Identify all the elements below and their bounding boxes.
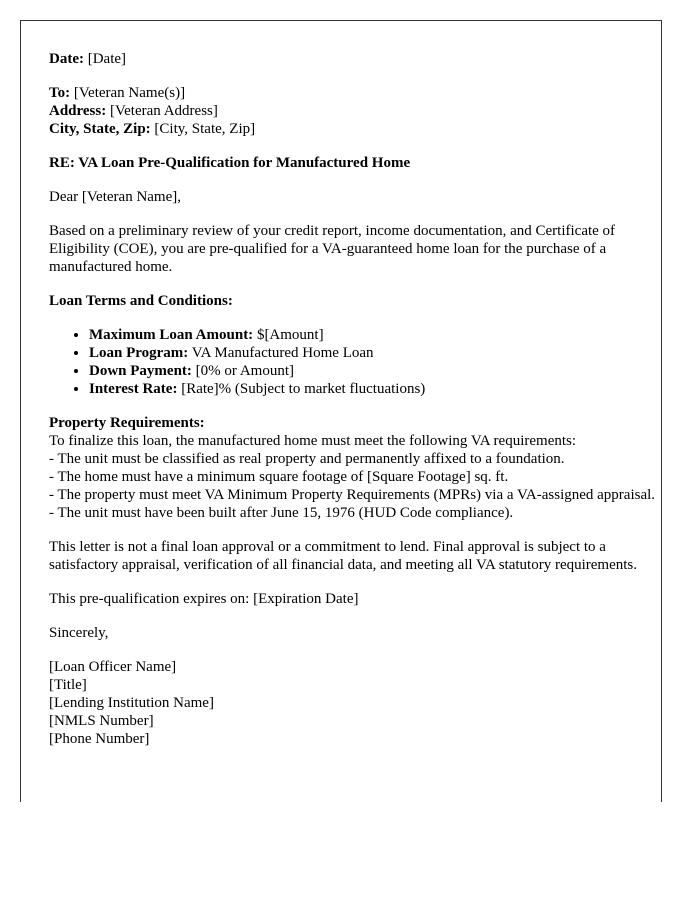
letter-page <box>20 20 662 802</box>
intro-paragraph: Based on a preliminary review of your credit report, income documentation, and Certificate of Eligibility (COE), you are pre-qualified for a VA-guaranteed home loan for the purchase of a manufactured home. <box>49 223 616 275</box>
list-item: • Maximum Loan Amount: $[Amount] <box>89 326 661 344</box>
date-line: Date: [Date] <box>49 51 127 67</box>
subject-line: RE: VA Loan Pre-Qualification for Manufactured Home <box>49 155 411 171</box>
disclaimer-paragraph: This letter is not a final loan approval or a commitment to lend. Final approval is subject to a satisfactory appraisal, verification of all financial data, and meeting all VA statutory requirements. <box>49 539 638 573</box>
list-item: • Loan Program: VA Manufactured Home Loan <box>89 344 661 362</box>
closing: Sincerely, <box>49 625 109 641</box>
salutation: Dear [Veteran Name], <box>49 189 182 205</box>
loan-terms-list <box>49 326 661 398</box>
loan-terms-heading: Loan Terms and Conditions: <box>49 293 233 309</box>
recipient-block: To: [Veteran Name(s)] Address: [Veteran Address] City, State, Zip: [City, State, Zip] <box>49 85 256 137</box>
list-item: • Interest Rate: [Rate]% (Subject to market fluctuations) <box>89 380 661 398</box>
signature-block: [Loan Officer Name] [Title] [Lending Institution Name] [NMLS Number] [Phone Number] <box>49 659 214 747</box>
expiration-line: This pre-qualification expires on: [Expiration Date] <box>49 591 359 607</box>
list-item: • Down Payment: [0% or Amount] <box>89 362 661 380</box>
property-requirements: Property Requirements: To finalize this loan, the manufactured home must meet the following VA requirements: - The unit must be classified as real property and permanently affixed to a foundation. - The home must have a minimum square footage of [Square Footage] sq. ft. - The property must meet VA Minimum Property Requirements (MPRs) via a VA-assigned appraisal. - The unit must have been built after June 15, 1976 (HUD Code compliance). <box>49 415 656 521</box>
